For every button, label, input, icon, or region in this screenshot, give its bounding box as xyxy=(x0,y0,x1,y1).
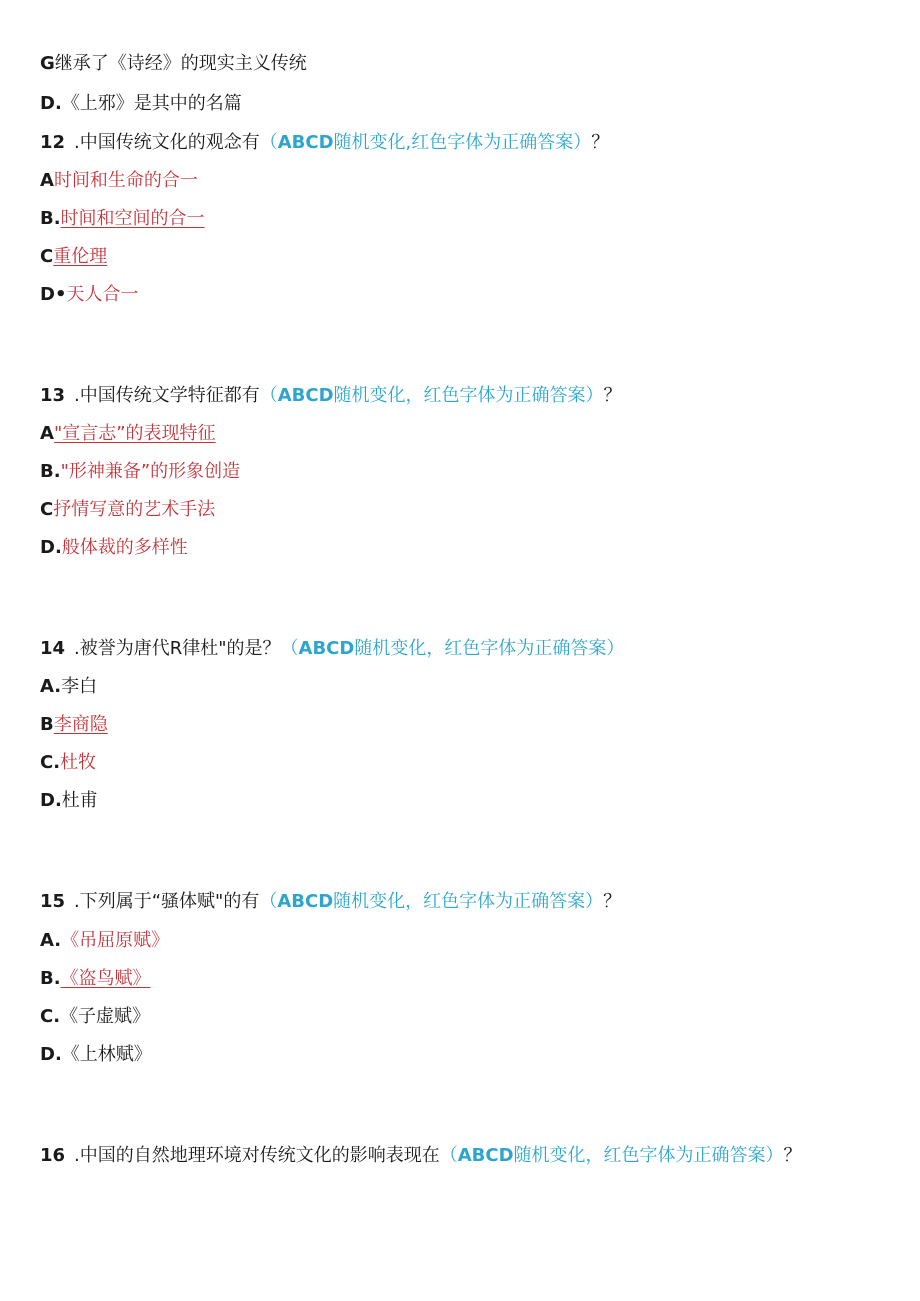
q13-option-d xyxy=(40,536,188,560)
option-label: A. xyxy=(40,676,62,697)
q12-option-c xyxy=(40,245,107,269)
question-15 xyxy=(40,890,621,914)
note-text: 随机变化，红色字体为正确答案） xyxy=(513,1145,784,1166)
option-label: A. xyxy=(40,930,62,951)
question-mark: ？ xyxy=(591,132,610,153)
option-text-correct: 天人合一 xyxy=(66,284,139,305)
q15-option-c xyxy=(40,1005,150,1029)
note-text: 随机变化，红色字体为正确答案） xyxy=(333,891,604,912)
q15-option-d xyxy=(40,1043,152,1067)
option-text-correct: 《盗鸟赋》 xyxy=(60,968,151,989)
option-text-correct: 李商隐 xyxy=(53,714,108,735)
option-text: 杜甫 xyxy=(61,790,98,811)
question-13 xyxy=(40,384,622,408)
note-abcd: ABCD xyxy=(457,1145,514,1166)
q15-option-a xyxy=(40,929,169,953)
option-label: A xyxy=(40,423,54,444)
option-label: C. xyxy=(40,752,61,773)
question-text: .中国传统文化的观念有 xyxy=(74,132,260,153)
option-label: C xyxy=(40,499,54,520)
note-text: 随机变化，红色字体为正确答案） xyxy=(354,638,625,659)
note-abcd: ABCD xyxy=(277,385,334,406)
option-item-d xyxy=(40,92,242,116)
question-number: 15 xyxy=(40,891,66,912)
question-16 xyxy=(40,1144,802,1168)
option-label: D. xyxy=(40,93,62,114)
option-text-correct: 时间和空间的合一 xyxy=(60,208,205,229)
option-text: 《子虚赋》 xyxy=(60,1006,151,1027)
q14-option-c xyxy=(40,751,96,775)
option-label: B. xyxy=(40,208,61,229)
note-paren: （ xyxy=(259,891,278,912)
question-text: .被誉为唐代R律杜"的是？ xyxy=(74,638,281,659)
option-label: D• xyxy=(40,284,67,305)
option-label: D. xyxy=(40,1044,62,1065)
note-paren: （ xyxy=(439,1145,458,1166)
question-number: 14 xyxy=(40,638,66,659)
question-text: .中国的自然地理环境对传统文化的影响表现在 xyxy=(74,1145,440,1166)
option-text-correct: 时间和生命的合一 xyxy=(53,170,198,191)
q14-option-d xyxy=(40,789,98,813)
note-abcd: ABCD xyxy=(277,891,334,912)
note-paren: （ xyxy=(280,638,299,659)
note-paren: （ xyxy=(259,132,278,153)
option-text: 《上邪》是其中的名篇 xyxy=(61,93,242,114)
q14-option-a xyxy=(40,675,97,699)
option-label: B. xyxy=(40,461,61,482)
q13-option-c xyxy=(40,498,215,522)
question-number: 13 xyxy=(40,385,66,406)
option-label: B. xyxy=(40,968,61,989)
q12-option-b xyxy=(40,207,205,231)
option-text: 李白 xyxy=(61,676,98,697)
option-text-correct: 般体裁的多样性 xyxy=(61,537,188,558)
option-text-correct: 抒情写意的艺术手法 xyxy=(53,499,216,520)
option-text: 继承了《诗经》的现实主义传统 xyxy=(54,53,307,74)
option-label: A xyxy=(40,170,54,191)
option-text-correct: "形神兼备”的形象创造 xyxy=(60,461,241,482)
q12-option-a xyxy=(40,169,198,193)
note-text: 随机变化,红色字体为正确答案） xyxy=(333,132,592,153)
question-mark: ？ xyxy=(603,385,622,406)
q14-option-b xyxy=(40,713,108,737)
option-text-correct: 重伦理 xyxy=(53,246,108,267)
note-text: 随机变化，红色字体为正确答案） xyxy=(333,385,604,406)
q15-option-b xyxy=(40,967,151,991)
option-text-correct: "宣言志”的表现特征 xyxy=(53,423,216,444)
question-text: .下列属于“骚体赋"的有 xyxy=(74,891,260,912)
option-label: C xyxy=(40,246,54,267)
option-label: C. xyxy=(40,1006,61,1027)
question-text: .中国传统文学特征都有 xyxy=(74,385,260,406)
option-item-g xyxy=(40,52,307,76)
question-number: 12 xyxy=(40,132,66,153)
q13-option-b xyxy=(40,460,240,484)
option-label: D. xyxy=(40,790,62,811)
question-14 xyxy=(40,637,624,661)
note-abcd: ABCD xyxy=(277,132,334,153)
option-text: 《上林赋》 xyxy=(61,1044,152,1065)
question-number: 16 xyxy=(40,1145,66,1166)
q13-option-a xyxy=(40,422,216,446)
note-paren: （ xyxy=(259,385,278,406)
q12-option-d xyxy=(40,283,138,307)
note-abcd: ABCD xyxy=(298,638,355,659)
option-label: B xyxy=(40,714,54,735)
option-label: G xyxy=(40,53,55,74)
option-text-correct: 《吊屈原赋》 xyxy=(61,930,170,951)
question-mark: ？ xyxy=(783,1145,802,1166)
option-text-correct: 杜牧 xyxy=(60,752,97,773)
option-label: D. xyxy=(40,537,62,558)
question-12 xyxy=(40,131,609,155)
question-mark: ？ xyxy=(603,891,622,912)
